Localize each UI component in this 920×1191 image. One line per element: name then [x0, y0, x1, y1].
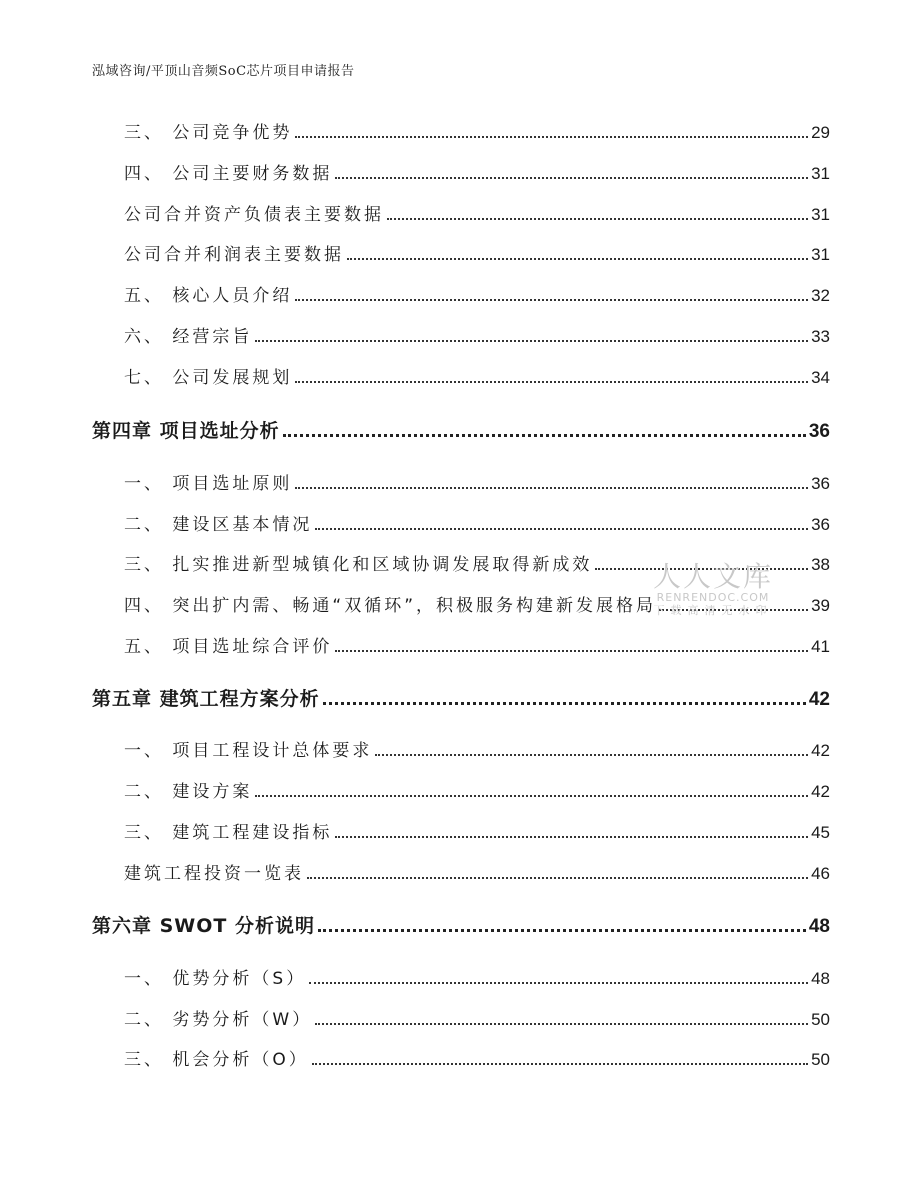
toc-dot-leader — [309, 981, 808, 984]
toc-entry[interactable] — [92, 818, 830, 843]
toc-entry-page: 33 — [811, 327, 830, 346]
watermark-tagline: 下载高清无水印 — [653, 604, 773, 617]
toc-entry-title: 一、 项目选址原则 — [124, 474, 293, 494]
toc-dot-leader — [295, 380, 808, 383]
watermark-url: RENRENDOC.COM — [656, 591, 770, 604]
toc-entry-page: 36 — [811, 474, 830, 493]
watermark-logo-text: 人人文库 — [652, 560, 773, 593]
running-header: 泓域咨询/平顶山音频SoC芯片项目申请报告 — [92, 64, 355, 79]
toc-dot-leader — [312, 1062, 808, 1065]
toc-entry-page: 42 — [811, 741, 830, 760]
toc-entry[interactable] — [92, 736, 830, 761]
toc-entry-page: 50 — [811, 1010, 830, 1029]
toc-dot-leader — [255, 339, 808, 342]
toc-entry[interactable] — [92, 281, 830, 306]
toc-entry-title: 三、 扎实推进新型城镇化和区域协调发展取得新成效 — [124, 555, 593, 575]
toc-entry-title: 四、 公司主要财务数据 — [124, 164, 333, 184]
toc-entry-title: 七、 公司发展规划 — [124, 368, 293, 388]
toc-chapter-entry[interactable] — [92, 911, 830, 938]
toc-entry[interactable] — [92, 591, 830, 616]
toc-entry-title: 建筑工程投资一览表 — [124, 864, 304, 884]
toc-dot-leader — [335, 835, 808, 838]
toc-entry[interactable] — [92, 964, 830, 989]
toc-entry-page: 29 — [811, 123, 830, 142]
toc-entry-title: 公司合并利润表主要数据 — [124, 245, 344, 265]
toc-entry[interactable] — [92, 550, 830, 575]
toc-dot-leader — [255, 794, 808, 797]
toc-chapter-title: 第六章 SWOT 分析说明 — [92, 915, 315, 937]
toc-entry-page: 45 — [811, 823, 830, 842]
toc-dot-leader — [307, 876, 808, 879]
toc-dot-leader — [283, 433, 806, 437]
toc-entry-page: 41 — [811, 637, 830, 656]
toc-entry-page: 38 — [811, 555, 830, 574]
toc-entry[interactable] — [92, 469, 830, 494]
toc-entry[interactable] — [92, 322, 830, 347]
toc-entry-title: 三、 建筑工程建设指标 — [124, 823, 333, 843]
toc-dot-leader — [323, 701, 806, 705]
toc-entry[interactable] — [92, 632, 830, 657]
toc-entry-title: 二、 建设方案 — [124, 782, 253, 802]
toc-entry-title: 六、 经营宗旨 — [124, 327, 253, 347]
toc-dot-leader — [295, 298, 808, 301]
toc-chapter-page: 48 — [808, 916, 830, 937]
toc-entry-page: 31 — [811, 164, 830, 183]
toc-entry[interactable] — [92, 510, 830, 535]
toc-chapter-entry[interactable] — [92, 684, 830, 711]
toc-dot-leader — [595, 567, 808, 570]
toc-dot-leader — [318, 928, 806, 932]
toc-entry-title: 公司合并资产负债表主要数据 — [124, 205, 384, 225]
toc-entry-title: 一、 优势分析（S） — [124, 969, 307, 989]
toc-dot-leader — [347, 257, 808, 260]
toc-entry-title: 二、 劣势分析（W） — [124, 1010, 313, 1030]
toc-entry-page: 46 — [811, 864, 830, 883]
toc-dot-leader — [315, 527, 808, 530]
toc-entry-title: 四、 突出扩内需、畅通“双循环”，积极服务构建新发展格局 — [124, 596, 657, 616]
toc-entry-title: 一、 项目工程设计总体要求 — [124, 741, 373, 761]
toc-entry-page: 32 — [811, 286, 830, 305]
toc-dot-leader — [295, 486, 808, 489]
toc-chapter-entry[interactable] — [92, 416, 830, 443]
toc-entry-page: 31 — [811, 205, 830, 224]
toc-entry-page: 31 — [811, 245, 830, 264]
toc-entry[interactable] — [92, 363, 830, 388]
toc-entry[interactable] — [92, 118, 830, 143]
toc-entry[interactable] — [92, 1005, 830, 1030]
toc-dot-leader — [315, 1022, 808, 1025]
toc-entry-page: 36 — [811, 515, 830, 534]
toc-entry-page: 34 — [811, 368, 830, 387]
toc-entry-title: 五、 项目选址综合评价 — [124, 637, 333, 657]
toc-chapter-page: 36 — [808, 421, 830, 442]
toc-dot-leader — [335, 176, 808, 179]
toc-chapter-title: 第五章 建筑工程方案分析 — [92, 688, 320, 710]
toc-dot-leader — [387, 217, 808, 220]
toc-entry-title: 五、 核心人员介绍 — [124, 286, 293, 306]
toc-entry-page: 42 — [811, 782, 830, 801]
toc-entry[interactable] — [92, 159, 830, 184]
toc-entry-title: 三、 机会分析（O） — [124, 1050, 309, 1070]
toc-chapter-title: 第四章 项目选址分析 — [92, 420, 280, 442]
toc-entry[interactable] — [92, 859, 830, 884]
toc-entry[interactable] — [92, 777, 830, 802]
toc-entry-title: 二、 建设区基本情况 — [124, 515, 313, 535]
toc-entry-page: 39 — [811, 596, 830, 615]
toc-dot-leader — [659, 608, 808, 611]
toc-chapter-page: 42 — [808, 689, 830, 710]
toc-entry-title: 三、 公司竞争优势 — [124, 123, 293, 143]
toc-dot-leader — [295, 135, 808, 138]
toc-entry-page: 48 — [811, 969, 830, 988]
toc-dot-leader — [375, 753, 808, 756]
toc-entry[interactable] — [92, 200, 830, 225]
toc-entry[interactable] — [92, 1045, 830, 1070]
toc-entry-page: 50 — [811, 1050, 830, 1069]
toc-entry[interactable] — [92, 240, 830, 265]
toc-dot-leader — [335, 649, 808, 652]
